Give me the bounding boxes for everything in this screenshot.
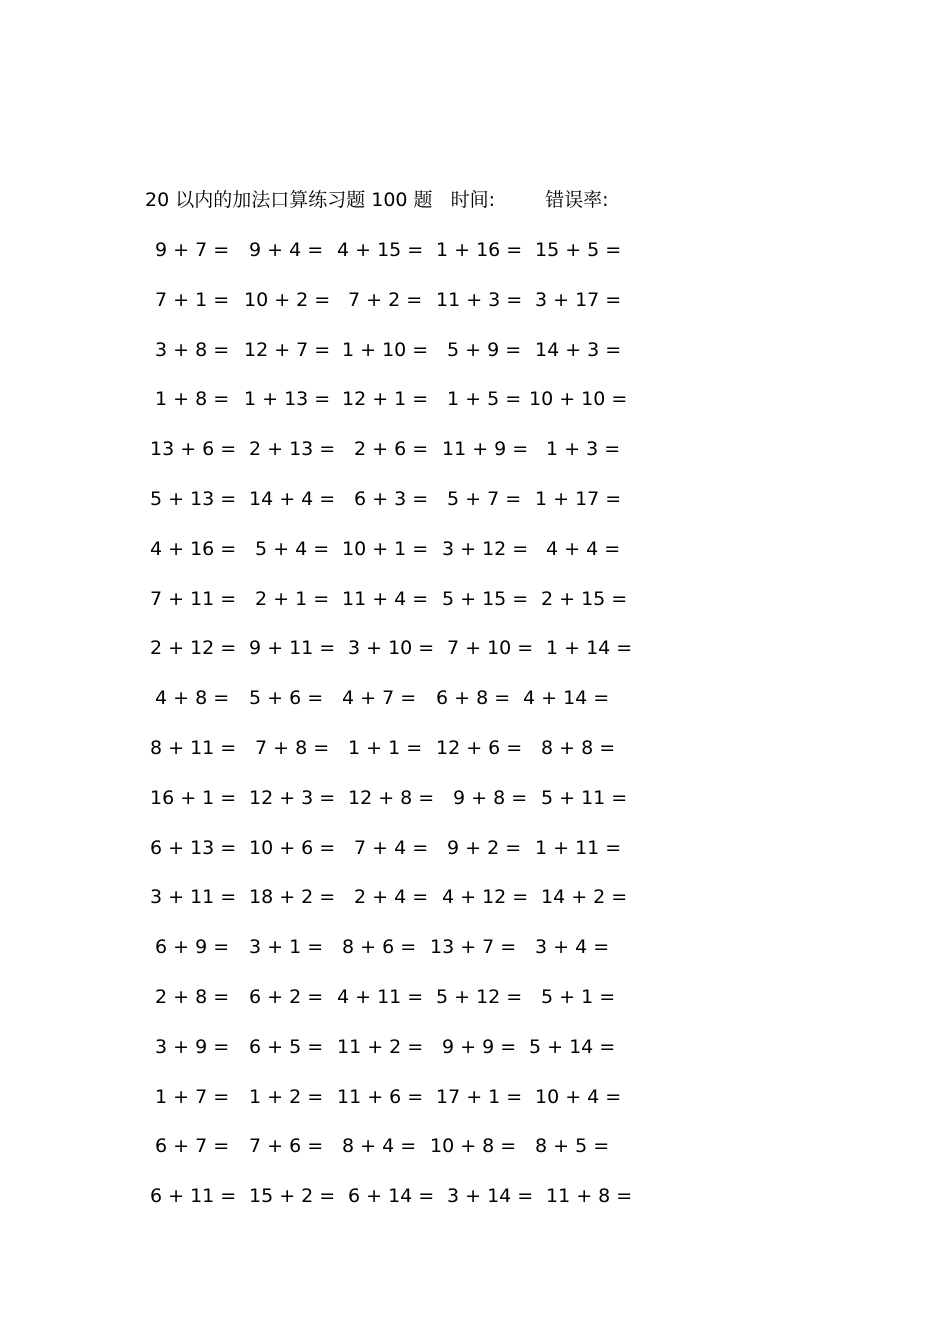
problem-item: 5 + 13 = — [150, 487, 237, 510]
problem-item: 2 + 6 = — [354, 438, 429, 461]
problem-row — [145, 1083, 645, 1133]
problem-item: 14 + 2 = — [541, 886, 628, 909]
problem-item: 5 + 11 = — [541, 786, 628, 809]
problem-item: 7 + 1 = — [155, 288, 230, 311]
problem-item: 4 + 8 = — [155, 687, 230, 710]
problem-row — [145, 983, 645, 1033]
problem-item: 1 + 16 = — [436, 239, 523, 261]
problem-grid — [145, 236, 645, 1232]
problem-item: 1 + 5 = — [447, 388, 522, 411]
problem-item: 11 + 8 = — [546, 1185, 633, 1208]
problem-item: 10 + 2 = — [244, 288, 331, 311]
error-rate-label: 错误率: — [545, 189, 609, 211]
problem-item: 11 + 2 = — [337, 1035, 424, 1058]
problem-row — [145, 933, 645, 983]
problem-item: 2 + 8 = — [155, 985, 230, 1008]
worksheet-header — [145, 186, 608, 214]
problem-item: 2 + 4 = — [354, 886, 429, 909]
problem-row — [145, 1033, 645, 1083]
problem-item: 13 + 6 = — [150, 438, 237, 461]
problem-row — [145, 734, 645, 784]
problem-item: 2 + 1 = — [255, 587, 330, 610]
time-label: 时间: — [450, 189, 496, 211]
problem-item: 3 + 9 = — [155, 1035, 230, 1058]
problem-item: 3 + 8 = — [155, 338, 230, 361]
problem-item: 5 + 1 = — [541, 985, 616, 1008]
problem-item: 4 + 11 = — [337, 985, 424, 1008]
problem-item: 12 + 6 = — [436, 736, 523, 759]
problem-item: 2 + 13 = — [249, 438, 336, 461]
problem-row — [145, 236, 645, 286]
problem-item: 18 + 2 = — [249, 886, 336, 909]
problem-item: 6 + 9 = — [155, 936, 230, 959]
problem-item: 5 + 9 = — [447, 338, 522, 361]
problem-item: 6 + 13 = — [150, 836, 237, 859]
problem-item: 15 + 2 = — [249, 1185, 336, 1208]
problem-item: 4 + 7 = — [342, 687, 417, 710]
problem-item: 14 + 4 = — [249, 487, 336, 510]
problem-item: 6 + 3 = — [354, 487, 429, 510]
problem-item: 17 + 1 = — [436, 1085, 523, 1108]
problem-item: 4 + 12 = — [442, 886, 529, 909]
problem-item: 9 + 9 = — [442, 1035, 517, 1058]
problem-item: 3 + 10 = — [348, 637, 435, 660]
problem-item: 10 + 1 = — [342, 537, 429, 560]
problem-item: 14 + 3 = — [535, 338, 622, 361]
problem-row — [145, 535, 645, 585]
problem-item: 8 + 6 = — [342, 936, 417, 959]
problem-item: 5 + 12 = — [436, 985, 523, 1008]
problem-item: 4 + 14 = — [523, 687, 610, 710]
problem-item: 1 + 10 = — [342, 338, 429, 361]
problem-row — [145, 286, 645, 336]
problem-item: 12 + 3 = — [249, 786, 336, 809]
problem-row — [145, 585, 645, 635]
problem-item: 4 + 15 = — [337, 239, 424, 261]
problem-item: 8 + 5 = — [535, 1135, 610, 1158]
problem-item: 12 + 1 = — [342, 388, 429, 411]
problem-item: 9 + 8 = — [453, 786, 528, 809]
problem-row — [145, 1182, 645, 1232]
problem-item: 1 + 13 = — [244, 388, 331, 411]
problem-row — [145, 1132, 645, 1182]
problem-item: 1 + 1 = — [348, 736, 423, 759]
problem-item: 5 + 14 = — [529, 1035, 616, 1058]
problem-item: 9 + 4 = — [249, 239, 324, 261]
problem-item: 1 + 11 = — [535, 836, 622, 859]
problem-row — [145, 435, 645, 485]
problem-item: 11 + 4 = — [342, 587, 429, 610]
problem-item: 4 + 4 = — [546, 537, 621, 560]
problem-item: 10 + 8 = — [430, 1135, 517, 1158]
problem-item: 12 + 7 = — [244, 338, 331, 361]
problem-item: 11 + 3 = — [436, 288, 523, 311]
problem-item: 10 + 6 = — [249, 836, 336, 859]
problem-item: 1 + 2 = — [249, 1085, 324, 1108]
problem-row — [145, 834, 645, 884]
problem-row — [145, 634, 645, 684]
problem-item: 6 + 8 = — [436, 687, 511, 710]
problem-item: 1 + 8 = — [155, 388, 230, 411]
problem-item: 6 + 2 = — [249, 985, 324, 1008]
problem-item: 6 + 7 = — [155, 1135, 230, 1158]
problem-item: 7 + 8 = — [255, 736, 330, 759]
problem-item: 15 + 5 = — [535, 239, 622, 261]
problem-item: 1 + 14 = — [546, 637, 633, 660]
problem-row — [145, 485, 645, 535]
problem-item: 8 + 8 = — [541, 736, 616, 759]
problem-item: 7 + 6 = — [249, 1135, 324, 1158]
problem-row — [145, 784, 645, 834]
problem-item: 8 + 11 = — [150, 736, 237, 759]
problem-item: 9 + 2 = — [447, 836, 522, 859]
problem-item: 16 + 1 = — [150, 786, 237, 809]
problem-item: 3 + 14 = — [447, 1185, 534, 1208]
problem-item: 10 + 4 = — [535, 1085, 622, 1108]
problem-item: 5 + 4 = — [255, 537, 330, 560]
problem-row — [145, 385, 645, 435]
problem-item: 10 + 10 = — [529, 388, 628, 411]
problem-item: 3 + 17 = — [535, 288, 622, 311]
problem-row — [145, 684, 645, 734]
problem-row — [145, 336, 645, 386]
problem-item: 5 + 6 = — [249, 687, 324, 710]
problem-item: 13 + 7 = — [430, 936, 517, 959]
problem-item: 2 + 15 = — [541, 587, 628, 610]
worksheet-title: 20 以内的加法口算练习题 100 题 — [145, 189, 433, 211]
problem-item: 9 + 7 = — [155, 239, 230, 261]
problem-item: 7 + 4 = — [354, 836, 429, 859]
problem-item: 5 + 7 = — [447, 487, 522, 510]
problem-item: 3 + 11 = — [150, 886, 237, 909]
problem-item: 7 + 2 = — [348, 288, 423, 311]
problem-item: 2 + 12 = — [150, 637, 237, 660]
problem-item: 3 + 12 = — [442, 537, 529, 560]
problem-item: 8 + 4 = — [342, 1135, 417, 1158]
problem-item: 9 + 11 = — [249, 637, 336, 660]
problem-item: 1 + 3 = — [546, 438, 621, 461]
problem-item: 6 + 5 = — [249, 1035, 324, 1058]
problem-item: 1 + 17 = — [535, 487, 622, 510]
problem-item: 4 + 16 = — [150, 537, 237, 560]
problem-item: 5 + 15 = — [442, 587, 529, 610]
problem-item: 12 + 8 = — [348, 786, 435, 809]
problem-item: 11 + 9 = — [442, 438, 529, 461]
problem-item: 6 + 14 = — [348, 1185, 435, 1208]
problem-item: 7 + 10 = — [447, 637, 534, 660]
problem-item: 1 + 7 = — [155, 1085, 230, 1108]
problem-item: 3 + 4 = — [535, 936, 610, 959]
problem-item: 6 + 11 = — [150, 1185, 237, 1208]
problem-row — [145, 883, 645, 933]
problem-item: 7 + 11 = — [150, 587, 237, 610]
problem-item: 3 + 1 = — [249, 936, 324, 959]
problem-item: 11 + 6 = — [337, 1085, 424, 1108]
